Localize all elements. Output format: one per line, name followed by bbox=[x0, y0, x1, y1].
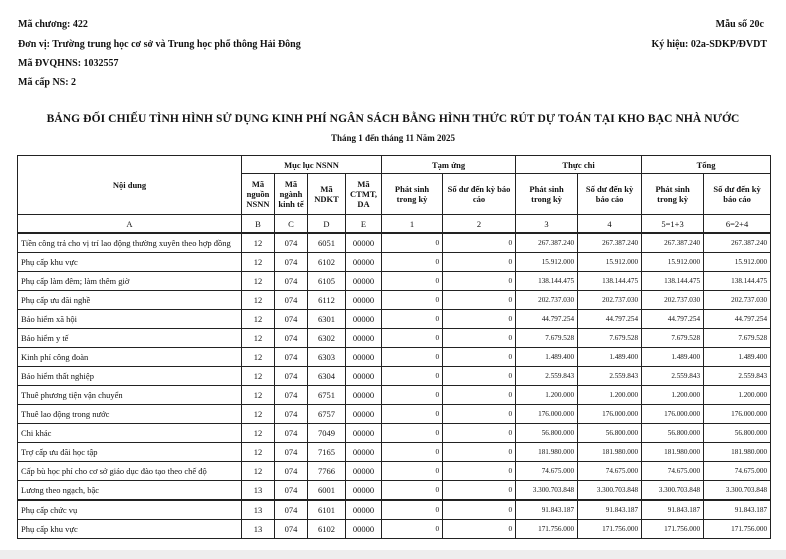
cell-thuc-chi-so-du: 56.800.000 bbox=[578, 424, 642, 443]
index-cell: 4 bbox=[578, 215, 642, 234]
cell-ma-ndkt: 6757 bbox=[308, 405, 346, 424]
cell-ma-ctmt: 00000 bbox=[346, 405, 382, 424]
cell-tam-ung-so-du: 0 bbox=[443, 405, 516, 424]
cell-ma-ctmt: 00000 bbox=[346, 329, 382, 348]
table-row bbox=[18, 253, 771, 272]
cell-thuc-chi-phat-sinh: 171.756.000 bbox=[516, 520, 578, 539]
cell-ma-nganh: 074 bbox=[275, 310, 308, 329]
group-header-row bbox=[18, 156, 771, 174]
cell-noi-dung: Phụ cấp làm đêm; làm thêm giờ bbox=[18, 272, 242, 291]
cell-ma-nguon: 13 bbox=[242, 520, 275, 539]
cell-noi-dung: Phụ cấp khu vực bbox=[18, 520, 242, 539]
cell-tam-ung-phat-sinh: 0 bbox=[382, 310, 443, 329]
cell-tong-so-du: 44.797.254 bbox=[704, 310, 771, 329]
cell-ma-ndkt: 6102 bbox=[308, 520, 346, 539]
cell-noi-dung: Bảo hiểm thất nghiệp bbox=[18, 367, 242, 386]
cell-ma-nguon: 12 bbox=[242, 405, 275, 424]
cell-ma-ctmt: 00000 bbox=[346, 462, 382, 481]
cell-ma-ndkt: 6112 bbox=[308, 291, 346, 310]
cell-thuc-chi-phat-sinh: 3.300.703.848 bbox=[516, 481, 578, 501]
cell-ma-nganh: 074 bbox=[275, 462, 308, 481]
cell-tam-ung-phat-sinh: 0 bbox=[382, 520, 443, 539]
cell-thuc-chi-phat-sinh: 202.737.030 bbox=[516, 291, 578, 310]
cell-tam-ung-so-du: 0 bbox=[443, 500, 516, 520]
header-tong-so-du: Số dư đến kỳ báo cáo bbox=[704, 174, 771, 215]
cell-ma-ctmt: 00000 bbox=[346, 443, 382, 462]
cell-ma-ctmt: 00000 bbox=[346, 520, 382, 539]
cell-thuc-chi-phat-sinh: 1.489.400 bbox=[516, 348, 578, 367]
cell-thuc-chi-so-du: 74.675.000 bbox=[578, 462, 642, 481]
cell-ma-ctmt: 00000 bbox=[346, 367, 382, 386]
cell-thuc-chi-phat-sinh: 91.843.187 bbox=[516, 500, 578, 520]
cell-ma-ndkt: 7165 bbox=[308, 443, 346, 462]
cell-tam-ung-so-du: 0 bbox=[443, 272, 516, 291]
cell-ma-ndkt: 6302 bbox=[308, 329, 346, 348]
mau-so: Mẫu số 20c bbox=[715, 19, 764, 30]
cell-ma-ctmt: 00000 bbox=[346, 500, 382, 520]
table-row bbox=[18, 367, 771, 386]
cell-tong-phat-sinh: 74.675.000 bbox=[642, 462, 704, 481]
cell-noi-dung: Kinh phí công đoàn bbox=[18, 348, 242, 367]
cell-tong-so-du: 2.559.843 bbox=[704, 367, 771, 386]
cell-tong-phat-sinh: 202.737.030 bbox=[642, 291, 704, 310]
cell-tam-ung-so-du: 0 bbox=[443, 367, 516, 386]
cell-tam-ung-phat-sinh: 0 bbox=[382, 329, 443, 348]
cell-thuc-chi-so-du: 7.679.528 bbox=[578, 329, 642, 348]
cell-ma-ctmt: 00000 bbox=[346, 310, 382, 329]
cell-ma-nguon: 13 bbox=[242, 481, 275, 501]
cell-ma-ndkt: 6751 bbox=[308, 386, 346, 405]
cell-ma-nganh: 074 bbox=[275, 443, 308, 462]
table-row bbox=[18, 329, 771, 348]
cell-noi-dung: Cấp bù học phí cho cơ sở giáo dục đào tạo theo chế độ bbox=[18, 462, 242, 481]
cell-tam-ung-phat-sinh: 0 bbox=[382, 348, 443, 367]
cell-ma-nganh: 074 bbox=[275, 329, 308, 348]
cell-ma-ndkt: 6102 bbox=[308, 253, 346, 272]
cell-ma-nganh: 074 bbox=[275, 348, 308, 367]
cell-tam-ung-phat-sinh: 0 bbox=[382, 272, 443, 291]
header-tam-ung-phat-sinh: Phát sinh trong kỳ bbox=[382, 174, 443, 215]
cell-ma-ndkt: 6051 bbox=[308, 233, 346, 253]
cell-ma-nganh: 074 bbox=[275, 386, 308, 405]
cell-thuc-chi-phat-sinh: 7.679.528 bbox=[516, 329, 578, 348]
cell-ma-ndkt: 6301 bbox=[308, 310, 346, 329]
cell-tam-ung-phat-sinh: 0 bbox=[382, 443, 443, 462]
cell-tong-so-du: 56.800.000 bbox=[704, 424, 771, 443]
table-row bbox=[18, 348, 771, 367]
cell-thuc-chi-so-du: 181.980.000 bbox=[578, 443, 642, 462]
cell-ma-ndkt: 6105 bbox=[308, 272, 346, 291]
cell-thuc-chi-phat-sinh: 1.200.000 bbox=[516, 386, 578, 405]
cell-ma-ctmt: 00000 bbox=[346, 386, 382, 405]
index-cell: A bbox=[18, 215, 242, 234]
cell-ma-nganh: 074 bbox=[275, 367, 308, 386]
table-row bbox=[18, 272, 771, 291]
cell-tong-so-du: 91.843.187 bbox=[704, 500, 771, 520]
cell-thuc-chi-so-du: 1.489.400 bbox=[578, 348, 642, 367]
table-row bbox=[18, 443, 771, 462]
cell-tong-so-du: 7.679.528 bbox=[704, 329, 771, 348]
cell-tong-so-du: 267.387.240 bbox=[704, 233, 771, 253]
ky-hieu: Ký hiệu: 02a-SDKP/ĐVDT bbox=[651, 39, 767, 50]
cell-tong-phat-sinh: 1.489.400 bbox=[642, 348, 704, 367]
cell-ma-nguon: 12 bbox=[242, 233, 275, 253]
cell-tam-ung-so-du: 0 bbox=[443, 424, 516, 443]
budget-reconciliation-table bbox=[17, 155, 771, 539]
cell-thuc-chi-phat-sinh: 74.675.000 bbox=[516, 462, 578, 481]
cell-noi-dung: Bảo hiểm xã hội bbox=[18, 310, 242, 329]
cell-ma-ndkt: 6304 bbox=[308, 367, 346, 386]
cell-tong-phat-sinh: 171.756.000 bbox=[642, 520, 704, 539]
cell-thuc-chi-so-du: 44.797.254 bbox=[578, 310, 642, 329]
cell-ma-nguon: 12 bbox=[242, 386, 275, 405]
header-ma-nguon: Mã nguồn NSNN bbox=[242, 174, 275, 215]
cell-thuc-chi-so-du: 3.300.703.848 bbox=[578, 481, 642, 501]
header-noi-dung: Nội dung bbox=[18, 156, 242, 215]
cell-tam-ung-so-du: 0 bbox=[443, 348, 516, 367]
table-row bbox=[18, 520, 771, 539]
cell-noi-dung: Thuê lao động trong nước bbox=[18, 405, 242, 424]
cell-thuc-chi-so-du: 171.756.000 bbox=[578, 520, 642, 539]
cell-tam-ung-phat-sinh: 0 bbox=[382, 405, 443, 424]
cell-tam-ung-phat-sinh: 0 bbox=[382, 367, 443, 386]
cell-noi-dung: Thuê phương tiện vận chuyển bbox=[18, 386, 242, 405]
cell-tam-ung-phat-sinh: 0 bbox=[382, 462, 443, 481]
cell-ma-ctmt: 00000 bbox=[346, 233, 382, 253]
cell-tam-ung-phat-sinh: 0 bbox=[382, 500, 443, 520]
cell-tam-ung-so-du: 0 bbox=[443, 462, 516, 481]
cell-tong-so-du: 15.912.000 bbox=[704, 253, 771, 272]
cell-thuc-chi-so-du: 176.000.000 bbox=[578, 405, 642, 424]
cell-ma-ctmt: 00000 bbox=[346, 424, 382, 443]
cell-ma-nguon: 12 bbox=[242, 424, 275, 443]
column-index-row bbox=[18, 215, 771, 234]
cell-ma-nguon: 12 bbox=[242, 348, 275, 367]
cell-tam-ung-so-du: 0 bbox=[443, 443, 516, 462]
report-period: Tháng 1 đến tháng 11 Năm 2025 bbox=[330, 133, 456, 143]
ma-chuong: Mã chương: 422 bbox=[18, 19, 88, 30]
cell-tam-ung-phat-sinh: 0 bbox=[382, 424, 443, 443]
index-cell: 1 bbox=[382, 215, 443, 234]
table-row bbox=[18, 424, 771, 443]
cell-tam-ung-so-du: 0 bbox=[443, 291, 516, 310]
cell-ma-ndkt: 6303 bbox=[308, 348, 346, 367]
cell-ma-ndkt: 7049 bbox=[308, 424, 346, 443]
cell-tong-so-du: 138.144.475 bbox=[704, 272, 771, 291]
table-row bbox=[18, 462, 771, 481]
header-thuc-chi-so-du: Số dư đến kỳ báo cáo bbox=[578, 174, 642, 215]
cell-ma-nganh: 074 bbox=[275, 405, 308, 424]
index-cell: C bbox=[275, 215, 308, 234]
cell-ma-nguon: 13 bbox=[242, 500, 275, 520]
cell-ma-ctmt: 00000 bbox=[346, 272, 382, 291]
cell-ma-nganh: 074 bbox=[275, 520, 308, 539]
cell-ma-nganh: 074 bbox=[275, 424, 308, 443]
ma-cap-ns: Mã cấp NS: 2 bbox=[18, 77, 77, 88]
cell-tong-phat-sinh: 3.300.703.848 bbox=[642, 481, 704, 501]
cell-tong-so-du: 1.200.000 bbox=[704, 386, 771, 405]
cell-tong-so-du: 181.980.000 bbox=[704, 443, 771, 462]
cell-thuc-chi-so-du: 91.843.187 bbox=[578, 500, 642, 520]
cell-tam-ung-phat-sinh: 0 bbox=[382, 253, 443, 272]
table-row bbox=[18, 500, 771, 520]
cell-thuc-chi-phat-sinh: 138.144.475 bbox=[516, 272, 578, 291]
table-row bbox=[18, 291, 771, 310]
header-tam-ung-so-du: Số dư đến kỳ báo cáo bbox=[443, 174, 516, 215]
header-thuc-chi: Thực chi bbox=[516, 156, 642, 174]
header-tam-ung: Tạm ứng bbox=[382, 156, 516, 174]
table-row bbox=[18, 386, 771, 405]
cell-ma-nguon: 12 bbox=[242, 329, 275, 348]
header-ma-ctmt: Mã CTMT, DA bbox=[346, 174, 382, 215]
cell-ma-ctmt: 00000 bbox=[346, 253, 382, 272]
cell-tong-phat-sinh: 176.000.000 bbox=[642, 405, 704, 424]
cell-tam-ung-phat-sinh: 0 bbox=[382, 481, 443, 501]
table-row bbox=[18, 233, 771, 253]
header-ma-ndkt: Mã NDKT bbox=[308, 174, 346, 215]
cell-thuc-chi-so-du: 267.387.240 bbox=[578, 233, 642, 253]
cell-ma-ndkt: 6101 bbox=[308, 500, 346, 520]
cell-tong-phat-sinh: 7.679.528 bbox=[642, 329, 704, 348]
cell-thuc-chi-phat-sinh: 2.559.843 bbox=[516, 367, 578, 386]
index-cell: 6=2+4 bbox=[704, 215, 771, 234]
cell-thuc-chi-so-du: 202.737.030 bbox=[578, 291, 642, 310]
cell-thuc-chi-so-du: 1.200.000 bbox=[578, 386, 642, 405]
index-cell: 2 bbox=[443, 215, 516, 234]
cell-ma-nguon: 12 bbox=[242, 443, 275, 462]
cell-tam-ung-so-du: 0 bbox=[443, 386, 516, 405]
cell-tam-ung-so-du: 0 bbox=[443, 481, 516, 501]
report-title: BẢNG ĐỐI CHIẾU TÌNH HÌNH SỬ DỤNG KINH PHÍ NGÂN SÁCH BẰNG HÌNH THỨC RÚT DỰ TOÁN TẠI KHO BẠC NHÀ NƯỚC bbox=[46, 113, 740, 125]
cell-ma-ctmt: 00000 bbox=[346, 348, 382, 367]
cell-ma-nganh: 074 bbox=[275, 500, 308, 520]
header-tong: Tổng bbox=[642, 156, 771, 174]
cell-ma-nguon: 12 bbox=[242, 462, 275, 481]
cell-tam-ung-phat-sinh: 0 bbox=[382, 386, 443, 405]
cell-ma-nguon: 12 bbox=[242, 272, 275, 291]
cell-noi-dung: Trợ cấp ưu đãi học tập bbox=[18, 443, 242, 462]
table-row bbox=[18, 310, 771, 329]
cell-tam-ung-so-du: 0 bbox=[443, 520, 516, 539]
cell-tam-ung-so-du: 0 bbox=[443, 329, 516, 348]
cell-thuc-chi-phat-sinh: 176.000.000 bbox=[516, 405, 578, 424]
index-cell: E bbox=[346, 215, 382, 234]
cell-tong-phat-sinh: 56.800.000 bbox=[642, 424, 704, 443]
cell-ma-ctmt: 00000 bbox=[346, 481, 382, 501]
cell-tong-so-du: 171.756.000 bbox=[704, 520, 771, 539]
cell-tong-so-du: 3.300.703.848 bbox=[704, 481, 771, 501]
table-row bbox=[18, 405, 771, 424]
cell-ma-nguon: 12 bbox=[242, 253, 275, 272]
cell-tong-phat-sinh: 181.980.000 bbox=[642, 443, 704, 462]
cell-noi-dung: Phụ cấp chức vụ bbox=[18, 500, 242, 520]
cell-thuc-chi-phat-sinh: 267.387.240 bbox=[516, 233, 578, 253]
page-bottom-bar bbox=[0, 550, 786, 559]
cell-tong-phat-sinh: 1.200.000 bbox=[642, 386, 704, 405]
cell-noi-dung: Lương theo ngạch, bậc bbox=[18, 481, 242, 501]
index-cell: 5=1+3 bbox=[642, 215, 704, 234]
cell-thuc-chi-so-du: 138.144.475 bbox=[578, 272, 642, 291]
cell-noi-dung: Phụ cấp ưu đãi nghề bbox=[18, 291, 242, 310]
cell-tong-phat-sinh: 44.797.254 bbox=[642, 310, 704, 329]
cell-ma-nganh: 074 bbox=[275, 272, 308, 291]
cell-tong-phat-sinh: 138.144.475 bbox=[642, 272, 704, 291]
table-row bbox=[18, 481, 771, 501]
cell-ma-nganh: 074 bbox=[275, 481, 308, 501]
cell-tong-so-du: 74.675.000 bbox=[704, 462, 771, 481]
cell-thuc-chi-phat-sinh: 15.912.000 bbox=[516, 253, 578, 272]
index-cell: D bbox=[308, 215, 346, 234]
header-thuc-chi-phat-sinh: Phát sinh trong kỳ bbox=[516, 174, 578, 215]
cell-ma-nguon: 12 bbox=[242, 310, 275, 329]
cell-tong-phat-sinh: 91.843.187 bbox=[642, 500, 704, 520]
cell-thuc-chi-so-du: 2.559.843 bbox=[578, 367, 642, 386]
cell-thuc-chi-phat-sinh: 44.797.254 bbox=[516, 310, 578, 329]
cell-tam-ung-phat-sinh: 0 bbox=[382, 291, 443, 310]
cell-tong-so-du: 202.737.030 bbox=[704, 291, 771, 310]
cell-thuc-chi-phat-sinh: 56.800.000 bbox=[516, 424, 578, 443]
cell-noi-dung: Bảo hiểm y tế bbox=[18, 329, 242, 348]
cell-tam-ung-so-du: 0 bbox=[443, 253, 516, 272]
cell-tong-phat-sinh: 15.912.000 bbox=[642, 253, 704, 272]
cell-ma-nganh: 074 bbox=[275, 233, 308, 253]
don-vi: Đơn vị: Trường trung học cơ sở và Trung học phổ thông Hải Đông bbox=[18, 39, 301, 50]
cell-ma-nguon: 12 bbox=[242, 367, 275, 386]
cell-ma-nganh: 074 bbox=[275, 291, 308, 310]
ma-dvqhns: Mã ĐVQHNS: 1032557 bbox=[18, 58, 119, 69]
cell-ma-ctmt: 00000 bbox=[346, 291, 382, 310]
cell-thuc-chi-phat-sinh: 181.980.000 bbox=[516, 443, 578, 462]
index-cell: 3 bbox=[516, 215, 578, 234]
header-tong-phat-sinh: Phát sinh trong kỳ bbox=[642, 174, 704, 215]
header-muc-luc: Mục lục NSNN bbox=[242, 156, 382, 174]
cell-noi-dung: Tiền công trả cho vị trí lao động thường xuyên theo hợp đồng bbox=[18, 233, 242, 253]
cell-tam-ung-so-du: 0 bbox=[443, 233, 516, 253]
cell-ma-ndkt: 6001 bbox=[308, 481, 346, 501]
cell-tam-ung-so-du: 0 bbox=[443, 310, 516, 329]
index-cell: B bbox=[242, 215, 275, 234]
cell-tam-ung-phat-sinh: 0 bbox=[382, 233, 443, 253]
header-ma-nganh: Mã ngành kinh tế bbox=[275, 174, 308, 215]
cell-ma-nganh: 074 bbox=[275, 253, 308, 272]
cell-ma-nguon: 12 bbox=[242, 291, 275, 310]
cell-thuc-chi-so-du: 15.912.000 bbox=[578, 253, 642, 272]
cell-noi-dung: Phụ cấp khu vực bbox=[18, 253, 242, 272]
cell-noi-dung: Chi khác bbox=[18, 424, 242, 443]
cell-tong-phat-sinh: 2.559.843 bbox=[642, 367, 704, 386]
cell-tong-so-du: 1.489.400 bbox=[704, 348, 771, 367]
cell-tong-so-du: 176.000.000 bbox=[704, 405, 771, 424]
cell-tong-phat-sinh: 267.387.240 bbox=[642, 233, 704, 253]
cell-ma-ndkt: 7766 bbox=[308, 462, 346, 481]
